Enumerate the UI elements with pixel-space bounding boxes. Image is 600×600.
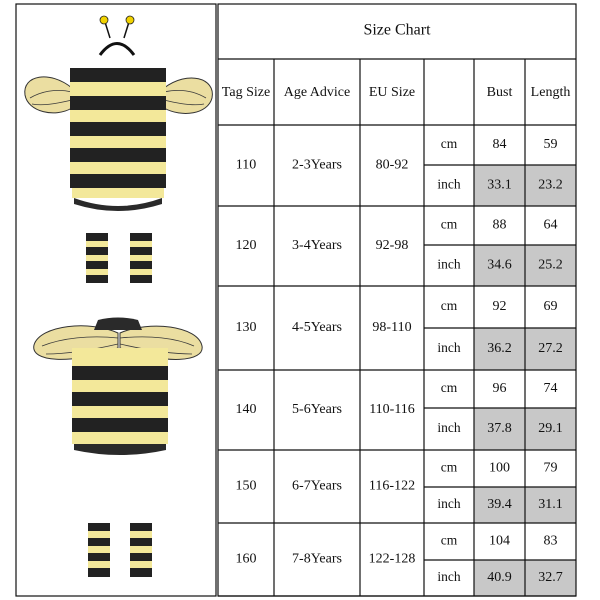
eu-size-cell: 116-122 bbox=[368, 478, 416, 494]
length-cm-cell: 64 bbox=[543, 217, 558, 233]
unit-label: cm bbox=[440, 380, 458, 396]
unit-label: cm bbox=[440, 216, 458, 232]
bust-inch-cell: 39.4 bbox=[487, 497, 512, 513]
eu-size-cell: 122-128 bbox=[368, 551, 416, 567]
length-inch-cell: 29.1 bbox=[538, 421, 563, 437]
column-header: Bust bbox=[486, 85, 513, 101]
unit-label: inch bbox=[437, 420, 461, 436]
unit-label: inch bbox=[437, 569, 461, 585]
table-title: Size Chart bbox=[363, 21, 431, 39]
column-header: Tag Size bbox=[221, 85, 271, 101]
bust-inch-cell: 36.2 bbox=[487, 341, 512, 357]
column-header: Age Advice bbox=[283, 85, 351, 101]
age-advice-cell: 2-3Years bbox=[292, 157, 342, 173]
length-inch-cell: 31.1 bbox=[538, 497, 563, 513]
length-cm-cell: 79 bbox=[543, 460, 558, 476]
eu-size-cell: 92-98 bbox=[375, 238, 409, 254]
bust-inch-cell: 37.8 bbox=[487, 421, 512, 437]
unit-label: cm bbox=[440, 298, 458, 314]
bust-cm-cell: 88 bbox=[492, 217, 507, 233]
tag-size-cell: 110 bbox=[235, 157, 257, 173]
tag-size-cell: 160 bbox=[235, 551, 257, 567]
bust-inch-cell: 33.1 bbox=[487, 177, 512, 193]
unit-label: cm bbox=[440, 136, 458, 152]
unit-label: inch bbox=[437, 496, 461, 512]
length-inch-cell: 25.2 bbox=[538, 257, 563, 273]
bust-cm-cell: 96 bbox=[492, 381, 507, 397]
tag-size-cell: 130 bbox=[235, 320, 257, 336]
eu-size-cell: 98-110 bbox=[372, 320, 412, 336]
age-advice-cell: 7-8Years bbox=[292, 551, 342, 567]
age-advice-cell: 4-5Years bbox=[292, 320, 342, 336]
bust-inch-cell: 34.6 bbox=[487, 257, 512, 273]
length-cm-cell: 83 bbox=[543, 533, 558, 549]
eu-size-cell: 110-116 bbox=[369, 402, 415, 418]
length-cm-cell: 74 bbox=[543, 381, 558, 397]
age-advice-cell: 5-6Years bbox=[292, 402, 342, 418]
unit-label: inch bbox=[437, 256, 461, 272]
age-advice-cell: 6-7Years bbox=[292, 478, 342, 494]
bee-vest-back-image bbox=[34, 318, 202, 456]
bust-cm-cell: 104 bbox=[489, 533, 510, 549]
column-header: EU Size bbox=[368, 85, 416, 101]
length-cm-cell: 69 bbox=[543, 299, 558, 315]
column-header: Length bbox=[530, 85, 571, 101]
bust-inch-cell: 40.9 bbox=[487, 570, 512, 586]
eu-size-cell: 80-92 bbox=[375, 157, 409, 173]
age-advice-cell: 3-4Years bbox=[292, 238, 342, 254]
tag-size-cell: 140 bbox=[235, 402, 257, 418]
unit-label: cm bbox=[440, 532, 458, 548]
bust-cm-cell: 92 bbox=[492, 299, 507, 315]
bee-leg-warmers-image-2 bbox=[88, 523, 152, 577]
length-inch-cell: 32.7 bbox=[538, 570, 563, 586]
bust-cm-cell: 100 bbox=[489, 460, 510, 476]
length-inch-cell: 23.2 bbox=[538, 177, 563, 193]
length-inch-cell: 27.2 bbox=[538, 341, 563, 357]
unit-label: inch bbox=[437, 176, 461, 192]
length-cm-cell: 59 bbox=[543, 137, 558, 153]
bee-vest-front-image bbox=[25, 68, 213, 211]
bee-headband-image bbox=[100, 16, 134, 55]
tag-size-cell: 150 bbox=[235, 478, 257, 494]
bust-cm-cell: 84 bbox=[492, 137, 507, 153]
unit-label: inch bbox=[437, 340, 461, 356]
tag-size-cell: 120 bbox=[235, 238, 257, 254]
unit-label: cm bbox=[440, 459, 458, 475]
bee-leg-warmers-image bbox=[86, 233, 152, 283]
